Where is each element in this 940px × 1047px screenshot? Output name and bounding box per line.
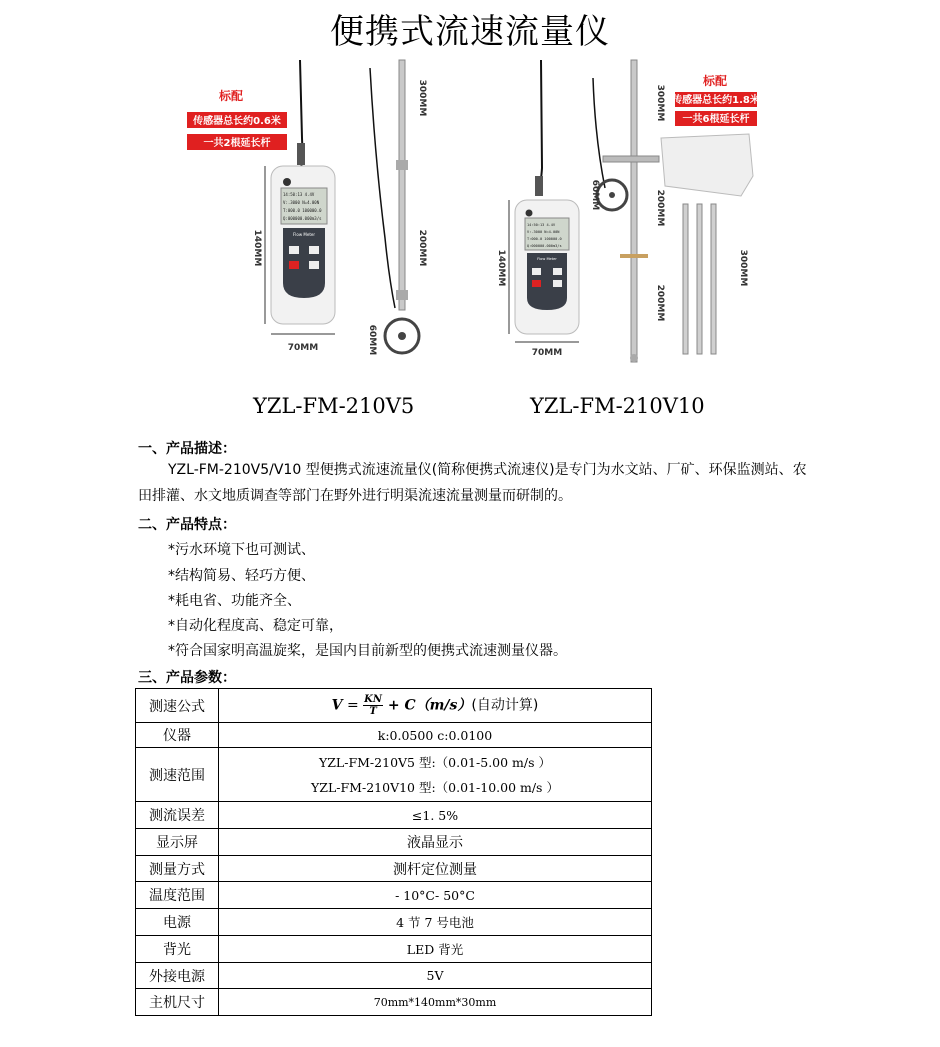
feature-item: *自动化程度高、稳定可靠，	[168, 618, 343, 634]
svg-text:Flow Meter: Flow Meter	[537, 257, 557, 261]
table-row	[136, 723, 652, 748]
left-dim-height: 140MM	[252, 229, 262, 267]
param-value: 测杆定位测量	[219, 856, 652, 882]
model-label-v10: YZL-FM-210V10	[530, 394, 705, 418]
param-value: 4 节 7 号电池	[219, 909, 652, 936]
svg-text:T:000.0 100000.0: T:000.0 100000.0	[527, 237, 562, 241]
right-rod-dim-3: 200MM	[655, 189, 665, 227]
param-key: 显示屏	[136, 829, 219, 856]
table-row	[136, 802, 652, 829]
table-row	[136, 856, 652, 882]
left-rod-dim-1: 300MM	[417, 79, 427, 117]
feature-item: *污水环境下也可测试、	[168, 542, 315, 558]
description-paragraph	[138, 457, 808, 509]
feature-item: *结构简易、轻巧方便、	[168, 568, 315, 584]
section-heading-features: 二、产品特点：	[138, 517, 236, 533]
param-key: 测流误差	[136, 802, 219, 829]
svg-text:V:.3000 N=4.00N: V:.3000 N=4.00N	[283, 200, 320, 205]
left-product-illustration	[187, 60, 427, 355]
table-row	[136, 989, 652, 1016]
right-rod-dim-2: 60MM	[590, 179, 600, 211]
right-dim-height: 140MM	[496, 249, 506, 287]
param-key: 测速范围	[136, 748, 219, 802]
param-key: 仪器	[136, 723, 219, 748]
table-row	[136, 829, 652, 856]
table-row	[136, 748, 652, 802]
param-key: 主机尺寸	[136, 989, 219, 1016]
table-row	[136, 909, 652, 936]
param-key: 测量方式	[136, 856, 219, 882]
table-row	[136, 689, 652, 723]
product-image	[175, 58, 775, 378]
param-value: 液晶显示	[219, 829, 652, 856]
right-product-illustration	[496, 60, 760, 362]
param-key: 电源	[136, 909, 219, 936]
svg-text:Q:000000.000m3/s: Q:000000.000m3/s	[527, 244, 562, 248]
section-heading-description: 一、产品描述：	[138, 441, 236, 457]
svg-text:14:50:13 4.4V: 14:50:13 4.4V	[527, 223, 556, 227]
param-value: ≤1. 5%	[219, 802, 652, 829]
param-key: 测速公式	[136, 689, 219, 723]
param-key: 外接电源	[136, 963, 219, 989]
svg-text:Q:000000.000m3/s: Q:000000.000m3/s	[283, 216, 322, 221]
table-row	[136, 936, 652, 963]
description-line-1: YZL-FM-210V5/V10 型便携式流速流量仪(简称便携式流速仪)是专门为水文站、厂矿、环保监测站、农	[168, 462, 807, 478]
table-row	[136, 963, 652, 989]
param-value: k:0.0500 c:0.0100	[219, 723, 652, 748]
svg-text:V:.3000 N=4.00N: V:.3000 N=4.00N	[527, 230, 560, 234]
svg-text:Flow Meter: Flow Meter	[293, 232, 315, 237]
svg-text:14:50:13 4.4V: 14:50:13 4.4V	[283, 192, 315, 197]
left-badge-title: 标配	[218, 89, 244, 103]
param-value: LED 背光	[219, 936, 652, 963]
right-badge-line1: 传感器总长约1.8米	[672, 95, 760, 106]
param-value: - 10°C- 50°C	[219, 882, 652, 909]
feature-item: *耗电省、功能齐全、	[168, 593, 301, 609]
left-rod-dim-3: 60MM	[367, 324, 377, 356]
params-table	[135, 688, 652, 1016]
param-value: YZL-FM-210V5 型:（0.01-5.00 m/s ） YZL-FM-210V10 型:（0.01-10.00 m/s ）	[219, 748, 652, 802]
svg-text:T:000.0 100000.0: T:000.0 100000.0	[283, 208, 322, 213]
description-line-2: 田排灌、水文地质调查等部门在野外进行明渠流速流量测量而研制的。	[138, 488, 572, 504]
feature-item: *符合国家明高温旋桨，是国内目前新型的便携式流速测量仪器。	[168, 643, 567, 659]
param-key: 背光	[136, 936, 219, 963]
right-rod-dim-4: 200MM	[655, 284, 665, 322]
left-badge-line1: 传感器总长约0.6米	[193, 116, 281, 127]
left-dim-width: 70MM	[287, 343, 319, 353]
table-row	[136, 882, 652, 909]
param-value: 5V	[219, 963, 652, 989]
param-formula: V = $\frac{KN}{T}$ + C（m/s）(自动计算)	[219, 689, 652, 723]
right-dim-width: 70MM	[531, 348, 563, 358]
right-rod-dim-1: 300MM	[655, 84, 665, 122]
right-badge-title: 标配	[702, 74, 728, 88]
left-badge-line2: 一共2根延长杆	[203, 138, 271, 149]
model-label-v5: YZL-FM-210V5	[253, 394, 415, 418]
left-rod-dim-2: 200MM	[417, 229, 427, 267]
section-heading-params: 三、产品参数：	[138, 670, 236, 686]
right-rod-dim-5: 300MM	[738, 249, 748, 287]
param-value: 70mm*140mm*30mm	[219, 989, 652, 1016]
param-key: 温度范围	[136, 882, 219, 909]
page-title: 便携式流速流量仪	[330, 12, 610, 52]
right-badge-line2: 一共6根延长杆	[682, 114, 750, 125]
